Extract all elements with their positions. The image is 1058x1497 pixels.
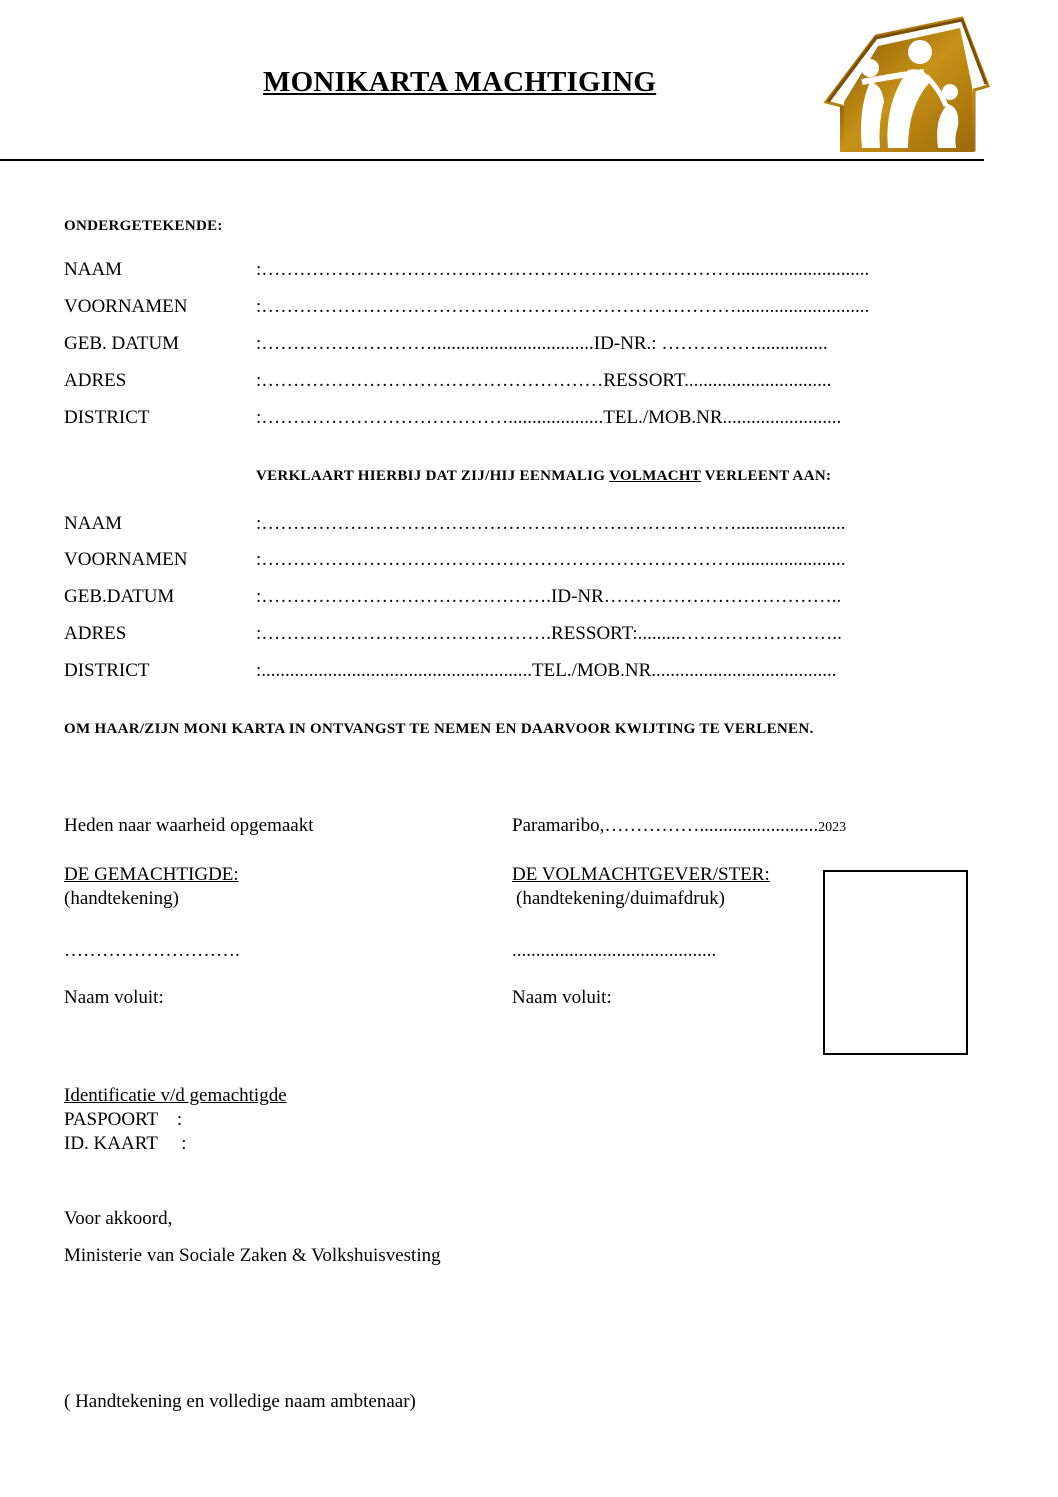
field-value-address-ressort[interactable]: :………………………………………………RESSORT............................... <box>256 370 832 391</box>
field-label-address: ADRES <box>64 370 127 391</box>
proxy-holder-full-name-label[interactable]: Naam voluit: <box>64 987 164 1008</box>
proxy-value-name[interactable]: :…………………………………………………………………....................... <box>256 513 846 534</box>
proxy-label-birth-date: GEB.DATUM <box>64 586 175 607</box>
proxy-value-district-phone[interactable]: :.........................................................TEL./MOB.NR....................................... <box>256 660 837 681</box>
declaration-post: VERLEENT AAN: <box>700 468 832 484</box>
page-title: MONIKARTA MACHTIGING <box>263 66 657 98</box>
proxy-holder-signature-line[interactable]: ………………………. <box>64 940 240 961</box>
place-date-field[interactable] <box>512 815 846 837</box>
year-text: 2023 <box>818 820 847 835</box>
field-value-first-names[interactable]: :…………………………………………………………………............................ <box>256 296 870 317</box>
proxy-value-birth-date-id[interactable]: :……………………………………….ID-NR……………………………….. <box>256 586 842 607</box>
proxy-value-address-ressort[interactable]: :……………………………………….RESSORT:.........…………………….. <box>256 623 842 644</box>
grantor-signature-hint: (handtekening/duimafdruk) <box>516 888 725 909</box>
field-value-name[interactable]: :…………………………………………………………………............................ <box>256 259 870 280</box>
field-label-name: NAAM <box>64 259 123 280</box>
ministry-name: Ministerie van Sociale Zaken & Volkshuisvesting <box>64 1245 441 1266</box>
place-date-text: Paramaribo,……………......................... <box>512 815 819 836</box>
purpose-statement: OM HAAR/ZIJN MONI KARTA IN ONTVANGST TE NEMEN EN DAARVOOR KWIJTING TE VERLENEN. <box>64 721 814 737</box>
family-house-logo-icon <box>822 14 992 156</box>
field-label-district: DISTRICT <box>64 407 150 428</box>
field-label-first-names: VOORNAMEN <box>64 296 188 317</box>
id-card-label[interactable]: ID. KAART : <box>64 1133 187 1154</box>
declaration-text <box>256 468 831 485</box>
proxy-value-first-names[interactable]: :…………………………………………………………………....................... <box>256 549 846 570</box>
official-signature-label[interactable]: ( Handtekening en volledige naam ambtenaar) <box>64 1391 416 1412</box>
proxy-label-first-names: VOORNAMEN <box>64 549 188 570</box>
declaration-keyword: VOLMACHT <box>609 468 701 484</box>
proxy-label-district: DISTRICT <box>64 660 150 681</box>
passport-label[interactable]: PASPOORT : <box>64 1109 183 1130</box>
agreement-text: Voor akkoord, <box>64 1208 173 1229</box>
truth-statement: Heden naar waarheid opgemaakt <box>64 815 314 836</box>
proxy-holder-heading: DE GEMACHTIGDE: <box>64 864 239 885</box>
thumbprint-box[interactable] <box>823 870 968 1055</box>
field-value-birth-date-id[interactable]: :………………………..................................ID-NR.: ……………............... <box>256 333 828 354</box>
grantor-heading: DE VOLMACHTGEVER/STER: <box>512 864 770 885</box>
proxy-holder-signature-hint: (handtekening) <box>64 888 180 909</box>
grantor-full-name-label[interactable]: Naam voluit: <box>512 987 612 1008</box>
field-value-district-phone[interactable]: :…………………………………....................TEL./MOB.NR......................... <box>256 407 842 428</box>
identification-heading: Identificatie v/d gemachtigde <box>64 1085 287 1106</box>
proxy-label-name: NAAM <box>64 513 123 534</box>
proxy-label-address: ADRES <box>64 623 127 644</box>
section-heading-signatory: ONDERGETEKENDE: <box>64 218 223 234</box>
field-label-birth-date: GEB. DATUM <box>64 333 180 354</box>
declaration-pre: VERKLAART HIERBIJ DAT ZIJ/HIJ EENMALIG <box>256 468 610 484</box>
grantor-signature-line[interactable]: ........................................... <box>512 940 717 961</box>
header-divider <box>0 159 984 161</box>
